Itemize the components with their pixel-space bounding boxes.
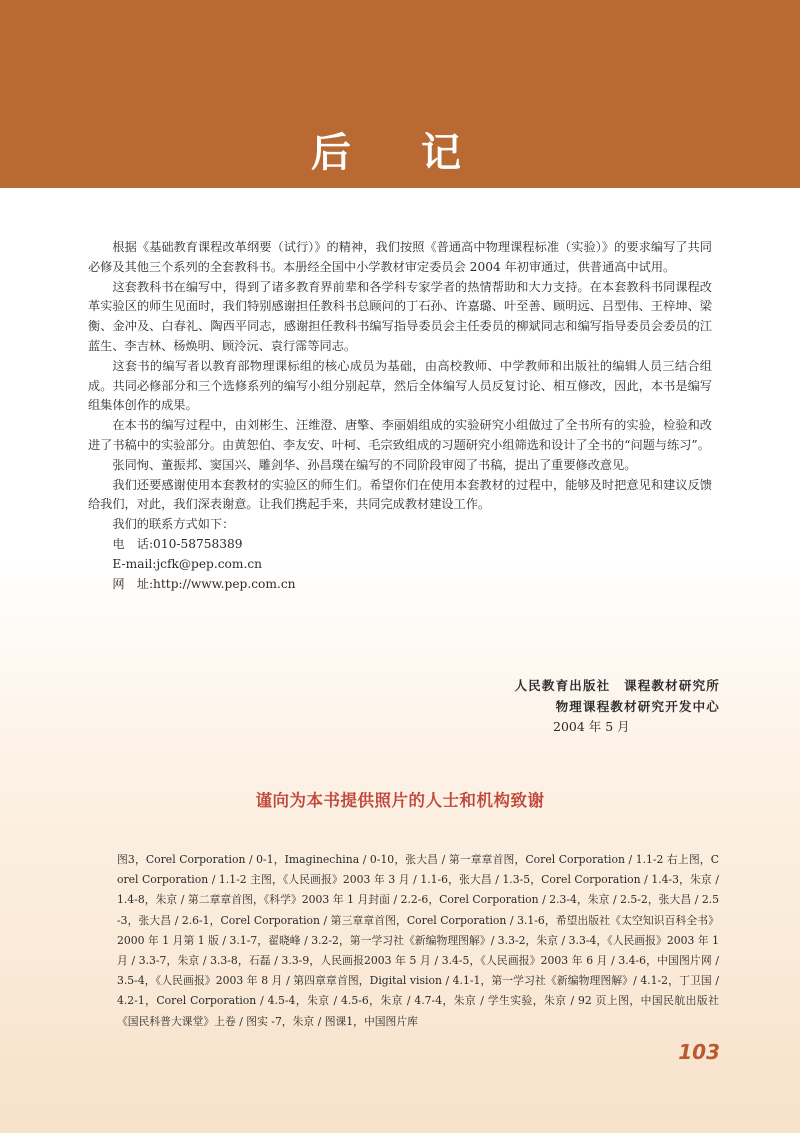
signature-date: 2004 年 5 月 bbox=[553, 719, 630, 734]
body-paragraph: 这套教科书在编写中，得到了诸多教育界前辈和各学科专家学者的热情帮助和大力支持。在本套教科书同课程改革实验区的师生见面时，我们特别感谢担任教科书总顾问的丁石孙、许嘉璐、叶至善、顾明远、吕型伟、王梓坤、梁衡、金冲及、白春礼、陶西平同志，感谢担任教科书编写指导委员会主任委员的柳斌同志和编写指导委员会委员的江蓝生、李吉林、杨焕明、顾泠沅、袁行霈等同志。 bbox=[88, 279, 712, 353]
contact-email: E-mail:jcfk@pep.com.cn bbox=[112, 556, 263, 571]
acknowledgment-text: 图3，Corel Corporation / 0-1，Imaginechina / 0-10，张大昌 / 第一章章首图，Corel Corporation / 1.1-2 右上图，Corel Corporation / 1.1-2 主图，《人民画报》2003 年 3 月 / 1.1-6，张大昌 / 1.3-5，Corel Corporation / 1.4-3，朱京 / 1.4-8，朱京 / 第二章章首图，《科学》2003 年 1 月封面 / 2.2-6，Corel Corporation / 2.3-4，朱京 / 2.5-2，张大昌 / 2.5-3，张大昌 / 2.6-1，Corel Corporation / 第三章章首图，Corel Corporation / 3.1-6，希望出版社《太空知识百科全书》2000 年 1 月第 1 版 / 3.1-7，翟晓峰 / 3.2-2，第一学习社《新编物理图解》/ 3.3-2，朱京 / 3.3-4，《人民画报》2003 年 1 月 / 3.3-7，朱京 / 3.3-8，石磊 / 3.3-9，人民画报2003 年 5 月 / 3.4-5，《人民画报》2003 年 6 月 / 3.4-6，中国图片网 / 3.5-4，《人民画报》2003 年 8 月 / 第四章章首图，Digital vision / 4.1-1，第一学习社《新编物理图解》/ 4.1-2，丁卫国 / 4.2-1，Corel Corporation / 4.5-4，朱京 / 4.5-6，朱京 / 4.7-4，朱京 / 学生实验，朱京 / 92 页上图，中国民航出版社《国民科普大课堂》上卷 / 图实 -7，朱京 / 图课1，中国图片库 bbox=[117, 853, 719, 1028]
page-title: 后 记 bbox=[311, 130, 489, 176]
signature-org-1: 人民教育出版社 课程教材研究所 bbox=[514, 678, 720, 693]
body-paragraph: 在本书的编写过程中，由刘彬生、汪维澄、唐擎、李丽娟组成的实验研究小组做过了全书所有的实验，检验和改进了书稿中的实验部分。由黄恕伯、李友安、叶柯、毛宗致组成的习题研究小组筛选和设计了全书的“问题与练习”。 bbox=[88, 418, 712, 452]
page-number: 103 bbox=[678, 1040, 720, 1064]
body-paragraph: 我们还要感谢使用本套教材的实验区的师生们。希望你们在使用本套教材的过程中，能够及时把意见和建议反馈给我们，对此，我们深表谢意。让我们携起手来，共同完成教材建设工作。 bbox=[88, 477, 712, 512]
contact-website: 网 址:http://www.pep.com.cn bbox=[112, 576, 296, 591]
body-paragraph: 这套书的编写者以教育部物理课标组的核心成员为基础，由高校教师、中学教师和出版社的编辑人员三结合组成。共同必修部分和三个选修系列的编写小组分别起草，然后全体编写人员反复讨论、相互修改，因此，本书是编写组集体创作的成果。 bbox=[88, 358, 712, 413]
body-paragraph: 根据《基础教育课程改革纲要（试行）》的精神，我们按照《普通高中物理课程标准（实验）》的要求编写了共同必修及其他三个系列的全套教科书。本册经全国中小学教材审定委员会 2004 年初审通过，供普通高中试用。 bbox=[88, 240, 712, 274]
signature-org-2: 物理课程教材研究开发中心 bbox=[555, 698, 720, 714]
contact-phone: 电 话:010-58758389 bbox=[112, 536, 243, 551]
body-paragraph: 张同恂、董振邦、窦国兴、雕剑华、孙昌璞在编写的不同阶段审阅了书稿，提出了重要修改意见。 bbox=[112, 457, 637, 472]
body-paragraph: 我们的联系方式如下： bbox=[112, 517, 235, 532]
signature-block bbox=[440, 676, 720, 738]
acknowledgment-title: 谨向为本书提供照片的人士和机构致谢 bbox=[255, 791, 545, 810]
afterword-body bbox=[88, 238, 712, 594]
